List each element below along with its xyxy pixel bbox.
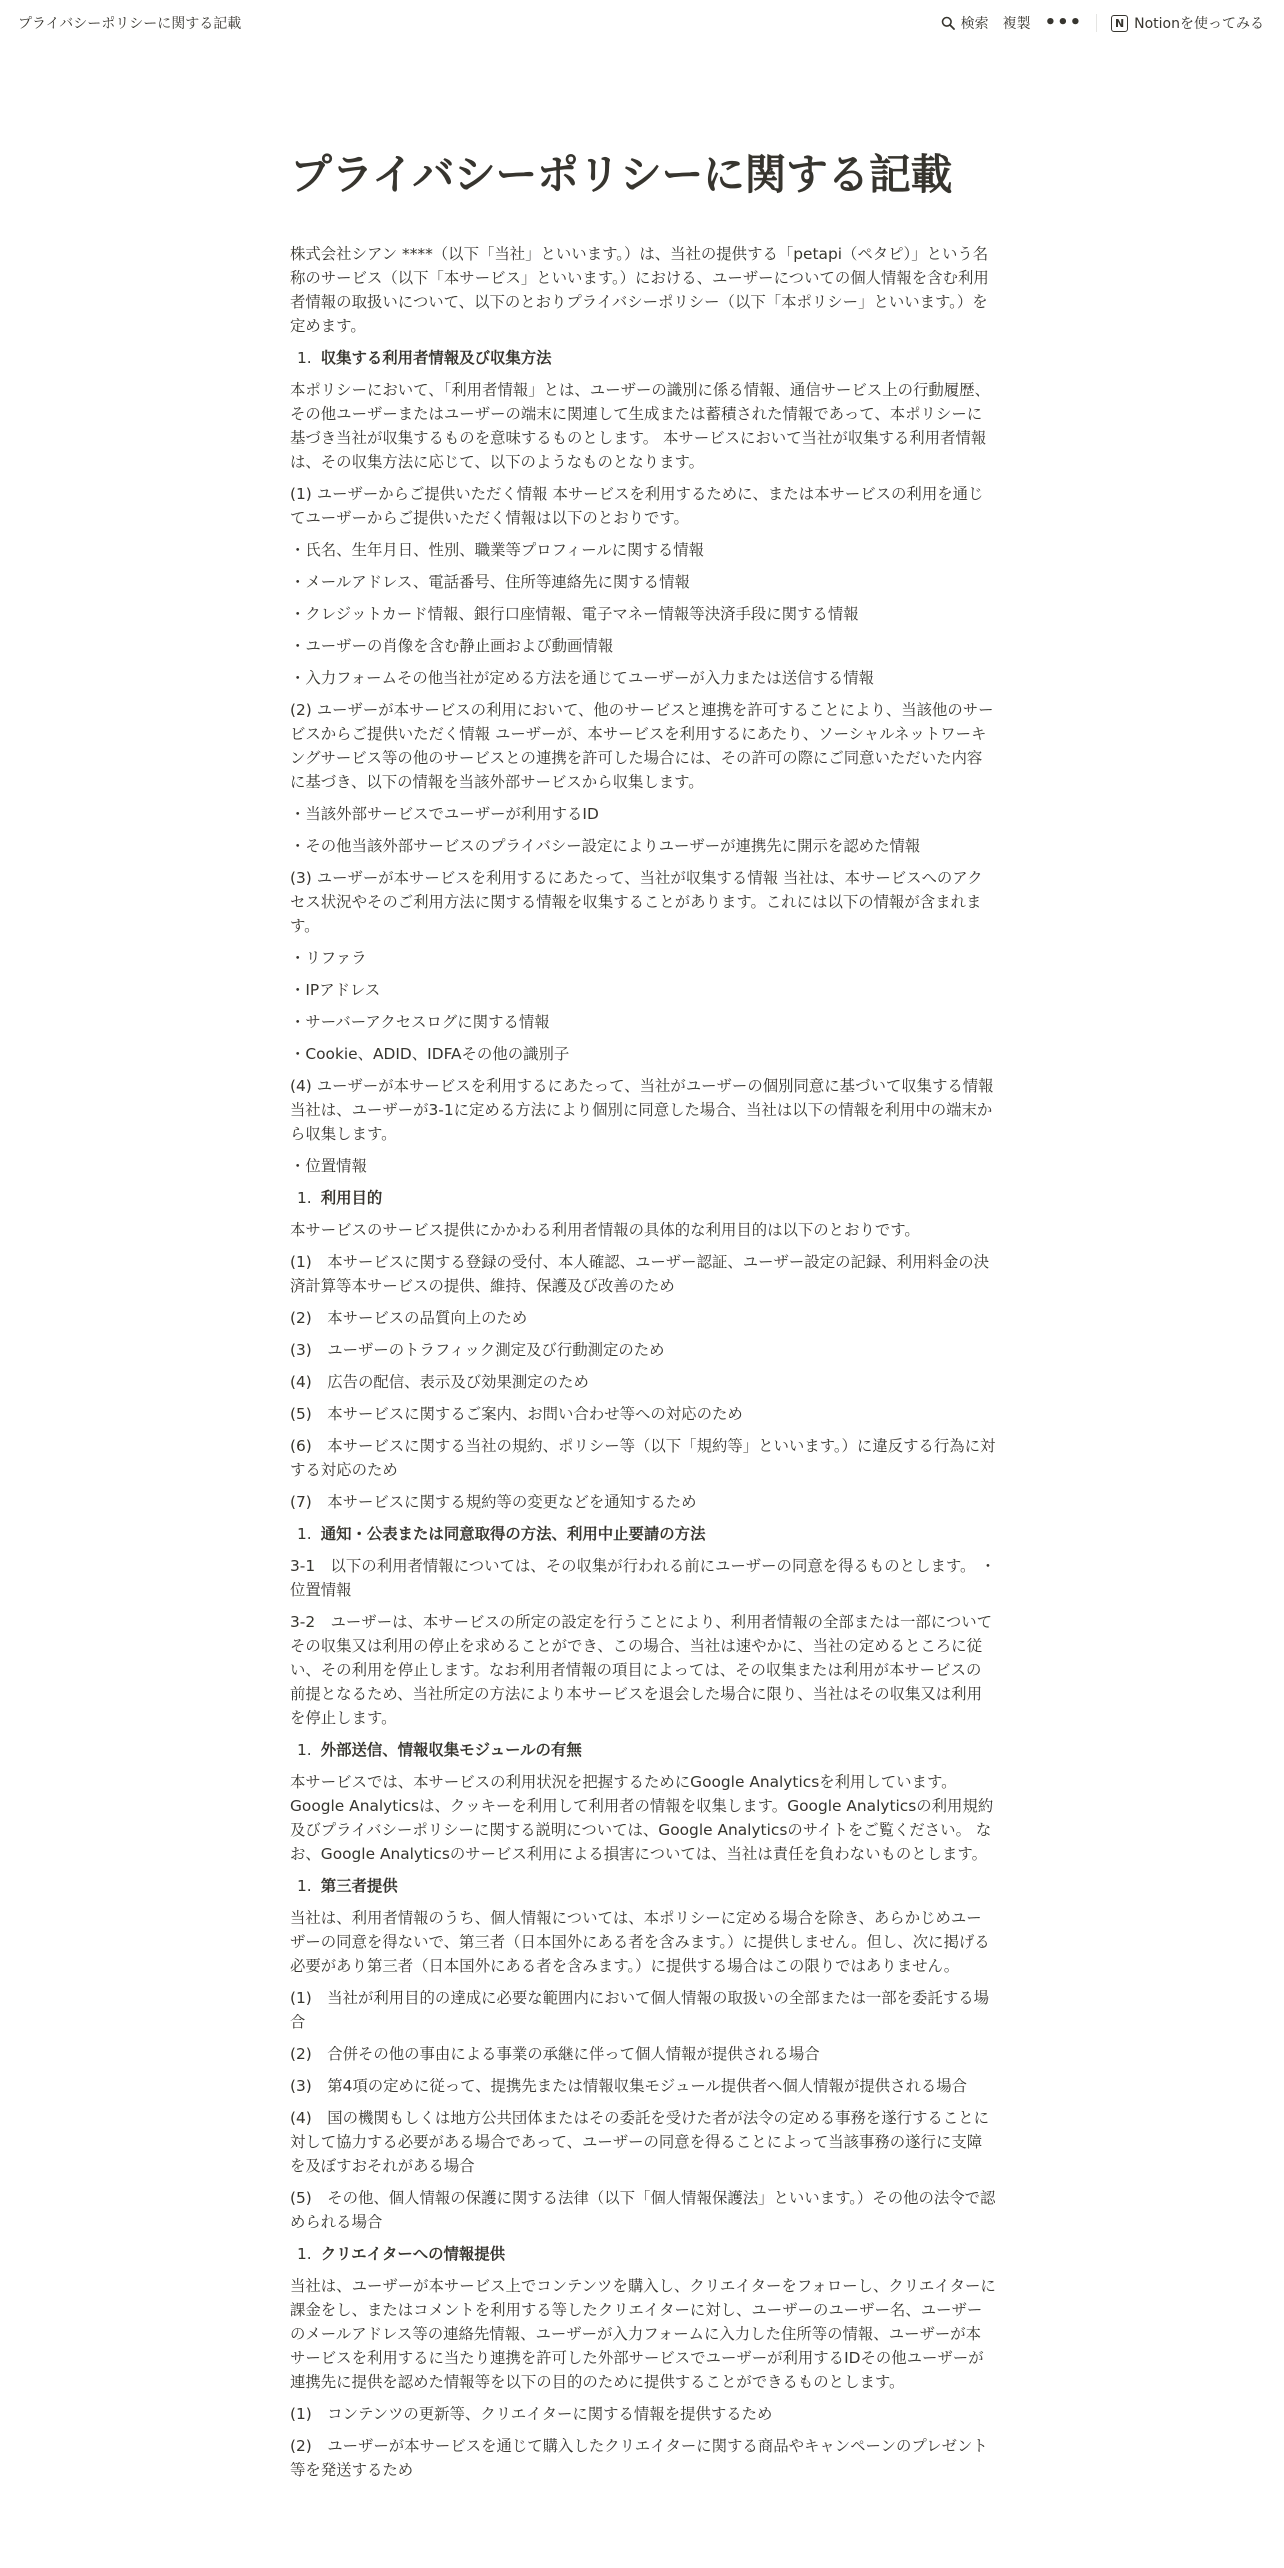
heading-text: クリエイターへの情報提供 xyxy=(320,2245,506,2264)
paragraph: (6) 本サービスに関する当社の規約、ポリシー等（以下「規約等」といいます。）に違反する行為に対する対応のため xyxy=(290,1437,996,1480)
heading-text: 利用目的 xyxy=(320,1189,383,1208)
paragraph: (3) ユーザーが本サービスを利用するにあたって、当社が収集する情報 当社は、本サービスへのアクセス状況やそのご利用方法に関する情報を収集することがあります。これには以下の情報が含まれます。 xyxy=(290,869,983,936)
paragraph: (5) 本サービスに関するご案内、お問い合わせ等への対応のため xyxy=(290,1405,743,1424)
paragraph: (4) 国の機関もしくは地方公共団体またはその委託を受けた者が法令の定める事務を遂行することに対して協力する必要がある場合であって、ユーザーの同意を得ることによって当該事務の遂行に支障を及ぼすおそれがある場合 xyxy=(290,2109,989,2176)
numbered-heading xyxy=(290,1186,996,1210)
try-notion-label: Notionを使ってみる xyxy=(1134,16,1264,32)
numbered-heading xyxy=(290,1738,996,1762)
heading-text: 第三者提供 xyxy=(320,1877,398,1896)
paragraph: (1) コンテンツの更新等、クリエイターに関する情報を提供するため xyxy=(290,2405,773,2424)
numbered-heading xyxy=(290,2242,996,2266)
paragraph: ・サーバーアクセスログに関する情報 xyxy=(290,1013,550,1032)
list-number: 1. xyxy=(297,349,312,368)
paragraph: 本ポリシーにおいて、「利用者情報」とは、ユーザーの識別に係る情報、通信サービス上の行動履歴、その他ユーザーまたはユーザーの端末に関連して生成または蓄積された情報であって、本ポリシーに基づき当社が収集するものを意味するものとします。 本サービスにおいて当社が収集する利用者情報は、その収集方法に応じて、以下のようなものとなります。 xyxy=(290,381,990,472)
page-body xyxy=(290,242,996,2482)
more-icon: ••• xyxy=(1044,12,1083,33)
numbered-heading xyxy=(290,1522,996,1546)
heading-text: 外部送信、情報収集モジュールの有無 xyxy=(320,1741,582,1760)
list-number: 1. xyxy=(297,1189,312,1208)
paragraph: ・位置情報 xyxy=(290,1157,367,1176)
topbar-divider xyxy=(1096,14,1097,32)
list-number: 1. xyxy=(297,1525,312,1544)
paragraph: ・メールアドレス、電話番号、住所等連絡先に関する情報 xyxy=(290,573,690,592)
duplicate-button[interactable] xyxy=(1003,13,1031,33)
topbar-actions xyxy=(941,13,1264,33)
paragraph: ・リファラ xyxy=(290,949,367,968)
paragraph: ・クレジットカード情報、銀行口座情報、電子マネー情報等決済手段に関する情報 xyxy=(290,605,859,624)
paragraph: (1) ユーザーからご提供いただく情報 本サービスを利用するために、または本サービスの利用を通じてユーザーからご提供いただく情報は以下のとおりです。 xyxy=(290,485,984,528)
heading-text: 収集する利用者情報及び収集方法 xyxy=(320,349,552,368)
paragraph: 3-1 以下の利用者情報については、その収集が行われる前にユーザーの同意を得るものとします。 ・位置情報 xyxy=(290,1557,996,1600)
paragraph: ・入力フォームその他当社が定める方法を通じてユーザーが入力または送信する情報 xyxy=(290,669,875,688)
page-title: プライバシーポリシーに関する記載 xyxy=(290,150,952,199)
paragraph: (3) 第4項の定めに従って、提携先または情報収集モジュール提供者へ個人情報が提供される場合 xyxy=(290,2077,968,2096)
paragraph: (5) その他、個人情報の保護に関する法律（以下「個人情報保護法」といいます。）その他の法令で認められる場合 xyxy=(290,2189,996,2232)
numbered-heading xyxy=(290,346,996,370)
paragraph: ・ユーザーの肖像を含む静止画および動画情報 xyxy=(290,637,614,656)
paragraph: (1) 当社が利用目的の達成に必要な範囲内において個人情報の取扱いの全部または一部を委託する場合 xyxy=(290,1989,989,2032)
paragraph: ・IPアドレス xyxy=(290,981,381,1000)
search-icon xyxy=(941,16,955,30)
paragraph: 株式会社シアン ****（以下「当社」といいます。）は、当社の提供する「petapi（ペタピ）」という名称のサービス（以下「本サービス」といいます。）における、ユーザーについての個人情報を含む利用者情報の取扱いについて、以下のとおりプライバシーポリシー（以下「本ポリシー」といいます。）を定めます。 xyxy=(290,245,989,336)
try-notion-button[interactable] xyxy=(1111,13,1264,33)
paragraph: 当社は、利用者情報のうち、個人情報については、本ポリシーに定める場合を除き、あらかじめユーザーの同意を得ないで、第三者（日本国外にある者を含みます。）に提供しません。但し、次に掲げる必要があり第三者（日本国外にある者を含みます。）に提供する場合はこの限りではありません。 xyxy=(290,1909,990,1976)
paragraph: (4) ユーザーが本サービスを利用するにあたって、当社がユーザーの個別同意に基づいて収集する情報 当社は、ユーザーが3-1に定める方法により個別に同意した場合、当社は以下の情報を利用中の端末から収集します。 xyxy=(290,1077,994,1144)
notion-logo-icon: N xyxy=(1111,15,1128,32)
list-number: 1. xyxy=(297,1741,312,1760)
search-label: 検索 xyxy=(960,16,989,32)
paragraph: (1) 本サービスに関する登録の受付、本人確認、ユーザー認証、ユーザー設定の記録、利用料金の決済計算等本サービスの提供、維持、保護及び改善のため xyxy=(290,1253,989,1296)
paragraph: (2) ユーザーが本サービスを通じて購入したクリエイターに関する商品やキャンペーンのプレゼント等を発送するため xyxy=(290,2437,988,2480)
more-options-button[interactable] xyxy=(1045,14,1083,32)
paragraph: (7) 本サービスに関する規約等の変更などを通知するため xyxy=(290,1493,697,1512)
paragraph: ・その他当該外部サービスのプライバシー設定によりユーザーが連携先に開示を認めた情報 xyxy=(290,837,921,856)
paragraph: ・当該外部サービスでユーザーが利用するID xyxy=(290,805,599,824)
paragraph: ・Cookie、ADID、IDFAその他の識別子 xyxy=(290,1045,570,1064)
heading-text: 通知・公表または同意取得の方法、利用中止要請の方法 xyxy=(320,1525,706,1544)
paragraph: 本サービスのサービス提供にかかわる利用者情報の具体的な利用目的は以下のとおりです。 xyxy=(290,1221,920,1240)
list-number: 1. xyxy=(297,2245,312,2264)
paragraph: (2) ユーザーが本サービスの利用において、他のサービスと連携を許可することにより、当該他のサービスからご提供いただく情報 ユーザーが、本サービスを利用するにあたり、ソーシャルネットワーキングサービス等の他のサービスとの連携を許可した場合には、その許可の際にご同意いただいた内容に基づき、以下の情報を当該外部サービスから収集します。 xyxy=(290,701,994,792)
duplicate-label: 複製 xyxy=(1002,16,1031,32)
paragraph: (2) 本サービスの品質向上のため xyxy=(290,1309,528,1328)
paragraph: 当社は、ユーザーが本サービス上でコンテンツを購入し、クリエイターをフォローし、クリエイターに課金をし、またはコメントを利用する等したクリエイターに対し、ユーザーのユーザー名、ユーザーのメールアドレス等の連絡先情報、ユーザーが入力フォームに入力した住所等の情報、ユーザーが本サービスを利用するに当たり連携を許可した外部サービスでユーザーが利用するIDその他ユーザーが連携先に提供を認めた情報等を以下の目的のために提供することができるものとします。 xyxy=(290,2277,996,2392)
paragraph: (3) ユーザーのトラフィック測定及び行動測定のため xyxy=(290,1341,665,1360)
breadcrumb[interactable]: プライバシーポリシーに関する記載 xyxy=(18,16,242,32)
search-button[interactable] xyxy=(941,13,989,33)
topbar xyxy=(0,0,1284,46)
page-content xyxy=(290,150,996,2490)
paragraph: (4) 広告の配信、表示及び効果測定のため xyxy=(290,1373,589,1392)
paragraph: ・氏名、生年月日、性別、職業等プロフィールに関する情報 xyxy=(290,541,705,560)
numbered-heading xyxy=(290,1874,996,1898)
list-number: 1. xyxy=(297,1877,312,1896)
paragraph: 本サービスでは、本サービスの利用状況を把握するためにGoogle Analyticsを利用しています。Google Analyticsは、クッキーを利用して利用者の情報を収集します。Google Analyticsの利用規約及びプライバシーポリシーに関する説明については、Google Analyticsのサイトをご覧ください。 なお、Google Analyticsのサービス利用による損害については、当社は責任を負わないものとします。 xyxy=(290,1773,994,1864)
paragraph: (2) 合併その他の事由による事業の承継に伴って個人情報が提供される場合 xyxy=(290,2045,820,2064)
paragraph: 3-2 ユーザーは、本サービスの所定の設定を行うことにより、利用者情報の全部または一部についてその収集又は利用の停止を求めることができ、この場合、当社は速やかに、当社の定めるところに従い、その利用を停止します。なお利用者情報の項目によっては、その収集または利用が本サービスの前提となるため、当社所定の方法により本サービスを退会した場合に限り、当社はその収集又は利用を停止します。 xyxy=(290,1613,993,1728)
